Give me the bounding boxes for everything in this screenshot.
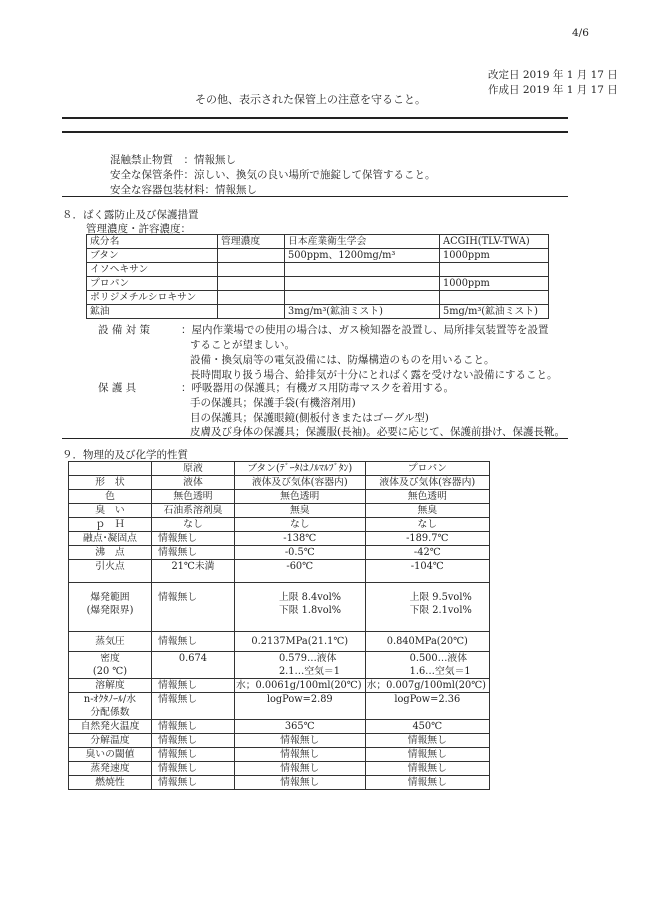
property-label: 色 (69, 490, 152, 504)
cell: 無臭 (365, 504, 489, 518)
table-row (87, 305, 549, 319)
cell: 情報無し (151, 693, 234, 720)
table-row (87, 277, 549, 291)
cell: -104℃ (365, 560, 489, 583)
cell: 365℃ (234, 720, 365, 734)
table-row (87, 249, 549, 263)
table-row (69, 632, 490, 652)
table-header-row (87, 235, 549, 249)
value-line: 1.6…空気＝1 (409, 666, 471, 677)
equipment-line: することが望ましい。 (190, 339, 295, 351)
protection-line: 目の保護具；保護眼鏡(側板付きまたはゴーグル型) (190, 412, 429, 424)
cell (218, 277, 285, 291)
cell: 1000ppm (440, 249, 549, 263)
label-line: 爆発範囲 (90, 592, 130, 603)
cell: -60℃ (234, 560, 365, 583)
section-8-subtitle: 管理濃度・許容濃度： (86, 223, 191, 235)
cell: 石油系溶剤臭 (151, 504, 234, 518)
cell: 無色透明 (151, 490, 234, 504)
label-line: 分配係数 (90, 707, 130, 718)
exposure-limits-table (86, 234, 549, 319)
cell: 情報無し (234, 776, 365, 790)
table-row (69, 476, 490, 490)
cell (218, 249, 285, 263)
property-label: 形 状 (69, 476, 152, 490)
value-line: 上限 8.4vol% (278, 592, 342, 603)
value-line: 0.500…液体 (409, 653, 468, 664)
table-row (87, 263, 549, 277)
created-date: 作成日 2019 年 1 月 17 日 (488, 84, 618, 96)
cell: 0.674 (151, 652, 234, 679)
header-cell: プロパン (365, 462, 489, 476)
cell (218, 291, 285, 305)
table-row (69, 679, 490, 693)
cell: 情報無し (234, 734, 365, 748)
cell (440, 263, 549, 277)
label-line: (爆発限界) (86, 605, 134, 616)
table-row (69, 546, 490, 560)
cell: 情報無し (151, 762, 234, 776)
cell (234, 652, 365, 679)
divider-top-2 (62, 131, 568, 133)
cell: 液体及び気体(容器内) (365, 476, 489, 490)
cell: 3mg/m³(鉱油ミスト) (285, 305, 440, 319)
property-label: 融点･凝固点 (69, 532, 152, 546)
label-line: n-ｵｸﾀﾉｰﾙ/水 (83, 694, 137, 705)
cell: 450℃ (365, 720, 489, 734)
cell: 水；0.007g/100ml(20℃) (365, 679, 489, 693)
cell: 情報無し (151, 734, 234, 748)
cell (365, 652, 489, 679)
equipment-label: 設 備 対 策 (98, 324, 151, 336)
value-line: 2.1…空気＝1 (278, 666, 340, 677)
cell: logPow=2.36 (365, 693, 489, 720)
cell: 情報無し (234, 748, 365, 762)
table-row (87, 291, 549, 305)
header-cell: 原液 (151, 462, 234, 476)
equipment-line: 長時間取り扱う場合、給排気が十分にとればく露を受けない設備にすること。 (190, 369, 558, 381)
table-row (69, 748, 490, 762)
property-label: 溶解度 (69, 679, 152, 693)
divider-storage (62, 196, 568, 197)
table-row (69, 693, 490, 720)
value-line: 上限 9.5vol% (409, 592, 472, 603)
cell: 水；0.0061g/100ml(20℃) (234, 679, 365, 693)
cell: なし (151, 518, 234, 532)
property-label (69, 693, 152, 720)
protection-label: 保 護 具 (98, 382, 137, 394)
value-line: 0.579…液体 (278, 653, 337, 664)
table-row (69, 560, 490, 583)
cell (218, 263, 285, 277)
property-label (69, 583, 152, 632)
page-number: 4/6 (572, 27, 589, 39)
table-row (69, 583, 490, 632)
cell: 情報無し (365, 734, 489, 748)
header-cell: 日本産業衛生学会 (285, 235, 440, 249)
value-line: 下限 2.1vol% (409, 605, 472, 616)
cell: -138℃ (234, 532, 365, 546)
cell (285, 277, 440, 291)
cell: 情報無し (151, 748, 234, 762)
table-row (69, 734, 490, 748)
cell (285, 263, 440, 277)
table-row (69, 532, 490, 546)
property-label: 分解温度 (69, 734, 152, 748)
header-cell: 成分名 (87, 235, 218, 249)
cell: 鉱油 (87, 305, 218, 319)
divider-top-1 (62, 117, 568, 119)
protection-line: 手の保護具；保護手袋(有機溶剤用) (190, 397, 356, 409)
table-row (69, 776, 490, 790)
header-cell: 管理濃度 (218, 235, 285, 249)
section-8-title: ８．ばく露防止及び保護措置 (62, 209, 199, 221)
cell: -189.7℃ (365, 532, 489, 546)
cell: logPow=2.89 (234, 693, 365, 720)
label-line: 密度 (100, 653, 120, 664)
cell: -42℃ (365, 546, 489, 560)
cell (234, 583, 365, 632)
storage-line-3: 安全な容器包装材料：情報無し (110, 184, 257, 196)
cell: プロパン (87, 277, 218, 291)
cell (285, 291, 440, 305)
property-label: 自然発火温度 (69, 720, 152, 734)
cell (440, 291, 549, 305)
cell (218, 305, 285, 319)
property-label (69, 652, 152, 679)
property-label: 臭いの閾値 (69, 748, 152, 762)
cell: -0.5℃ (234, 546, 365, 560)
divider-section-8 (62, 438, 568, 439)
cell: 情報無し (151, 546, 234, 560)
cell: 0.840MPa(20℃) (365, 632, 489, 652)
cell: 情報無し (365, 762, 489, 776)
cell: 無色透明 (234, 490, 365, 504)
cell: 情報無し (151, 632, 234, 652)
label-line: (20 ℃) (92, 666, 128, 677)
cell: 21℃未満 (151, 560, 234, 583)
cell: 情報無し (234, 762, 365, 776)
storage-line-1: 混触禁止物質 ：情報無し (110, 154, 236, 166)
equipment-line: 設備・換気扇等の電気設備には、防爆構造のものを用いること。 (190, 354, 495, 366)
cell: 情報無し (151, 679, 234, 693)
cell: なし (234, 518, 365, 532)
cell: 情報無し (151, 532, 234, 546)
cell: イソヘキサン (87, 263, 218, 277)
cell: 情報無し (151, 720, 234, 734)
section-9-title: ９．物理的及び化学的性質 (62, 449, 188, 461)
property-label: 沸 点 (69, 546, 152, 560)
property-label: 燃焼性 (69, 776, 152, 790)
cell: 無色透明 (365, 490, 489, 504)
cell: 液体及び気体(容器内) (234, 476, 365, 490)
table-row (69, 518, 490, 532)
cell: なし (365, 518, 489, 532)
cell: 情報無し (151, 583, 234, 632)
property-label: ｐ Ｈ (69, 518, 152, 532)
cell (365, 583, 489, 632)
header-cell (69, 462, 152, 476)
storage-note: その他、表示された保管上の注意を守ること。 (195, 93, 426, 106)
revised-date: 改定日 2019 年 1 月 17 日 (488, 69, 618, 81)
cell: ブタン (87, 249, 218, 263)
protection-line: 皮膚及び身体の保護具；保護服(長袖)。必要に応じて、保護前掛け、保護長靴。 (190, 426, 566, 438)
cell: 情報無し (151, 776, 234, 790)
table-row (69, 720, 490, 734)
property-label: 蒸気圧 (69, 632, 152, 652)
table-row (69, 490, 490, 504)
value-line: 下限 1.8vol% (278, 605, 342, 616)
physical-properties-table (68, 461, 490, 790)
cell: 液体 (151, 476, 234, 490)
cell: 1000ppm (440, 277, 549, 291)
property-label: 蒸発速度 (69, 762, 152, 776)
cell: 無臭 (234, 504, 365, 518)
table-row (69, 762, 490, 776)
cell: 500ppm、1200mg/m³ (285, 249, 440, 263)
header-cell: ブタン(ﾃﾞｰﾀはﾉﾙﾏﾙﾌﾞﾀﾝ) (234, 462, 365, 476)
cell: 5mg/m³(鉱油ミスト) (440, 305, 549, 319)
property-label: 臭 い (69, 504, 152, 518)
protection-line: ：呼吸器用の保護具；有機ガス用防毒マスクを着用する。 (181, 382, 454, 394)
storage-line-2: 安全な保管条件：涼しい、換気の良い場所で施錠して保管すること。 (110, 169, 436, 181)
property-label: 引火点 (69, 560, 152, 583)
table-row (69, 504, 490, 518)
cell: ポリジメチルシロキサン (87, 291, 218, 305)
cell: 情報無し (365, 776, 489, 790)
cell: 0.2137MPa(21.1℃) (234, 632, 365, 652)
header-cell: ACGIH(TLV-TWA) (440, 235, 549, 249)
cell: 情報無し (365, 748, 489, 762)
equipment-line: ：屋内作業場での使用の場合は、ガス検知器を設置し、局所排気装置等を設置 (181, 324, 549, 336)
table-header-row (69, 462, 490, 476)
table-row (69, 652, 490, 679)
